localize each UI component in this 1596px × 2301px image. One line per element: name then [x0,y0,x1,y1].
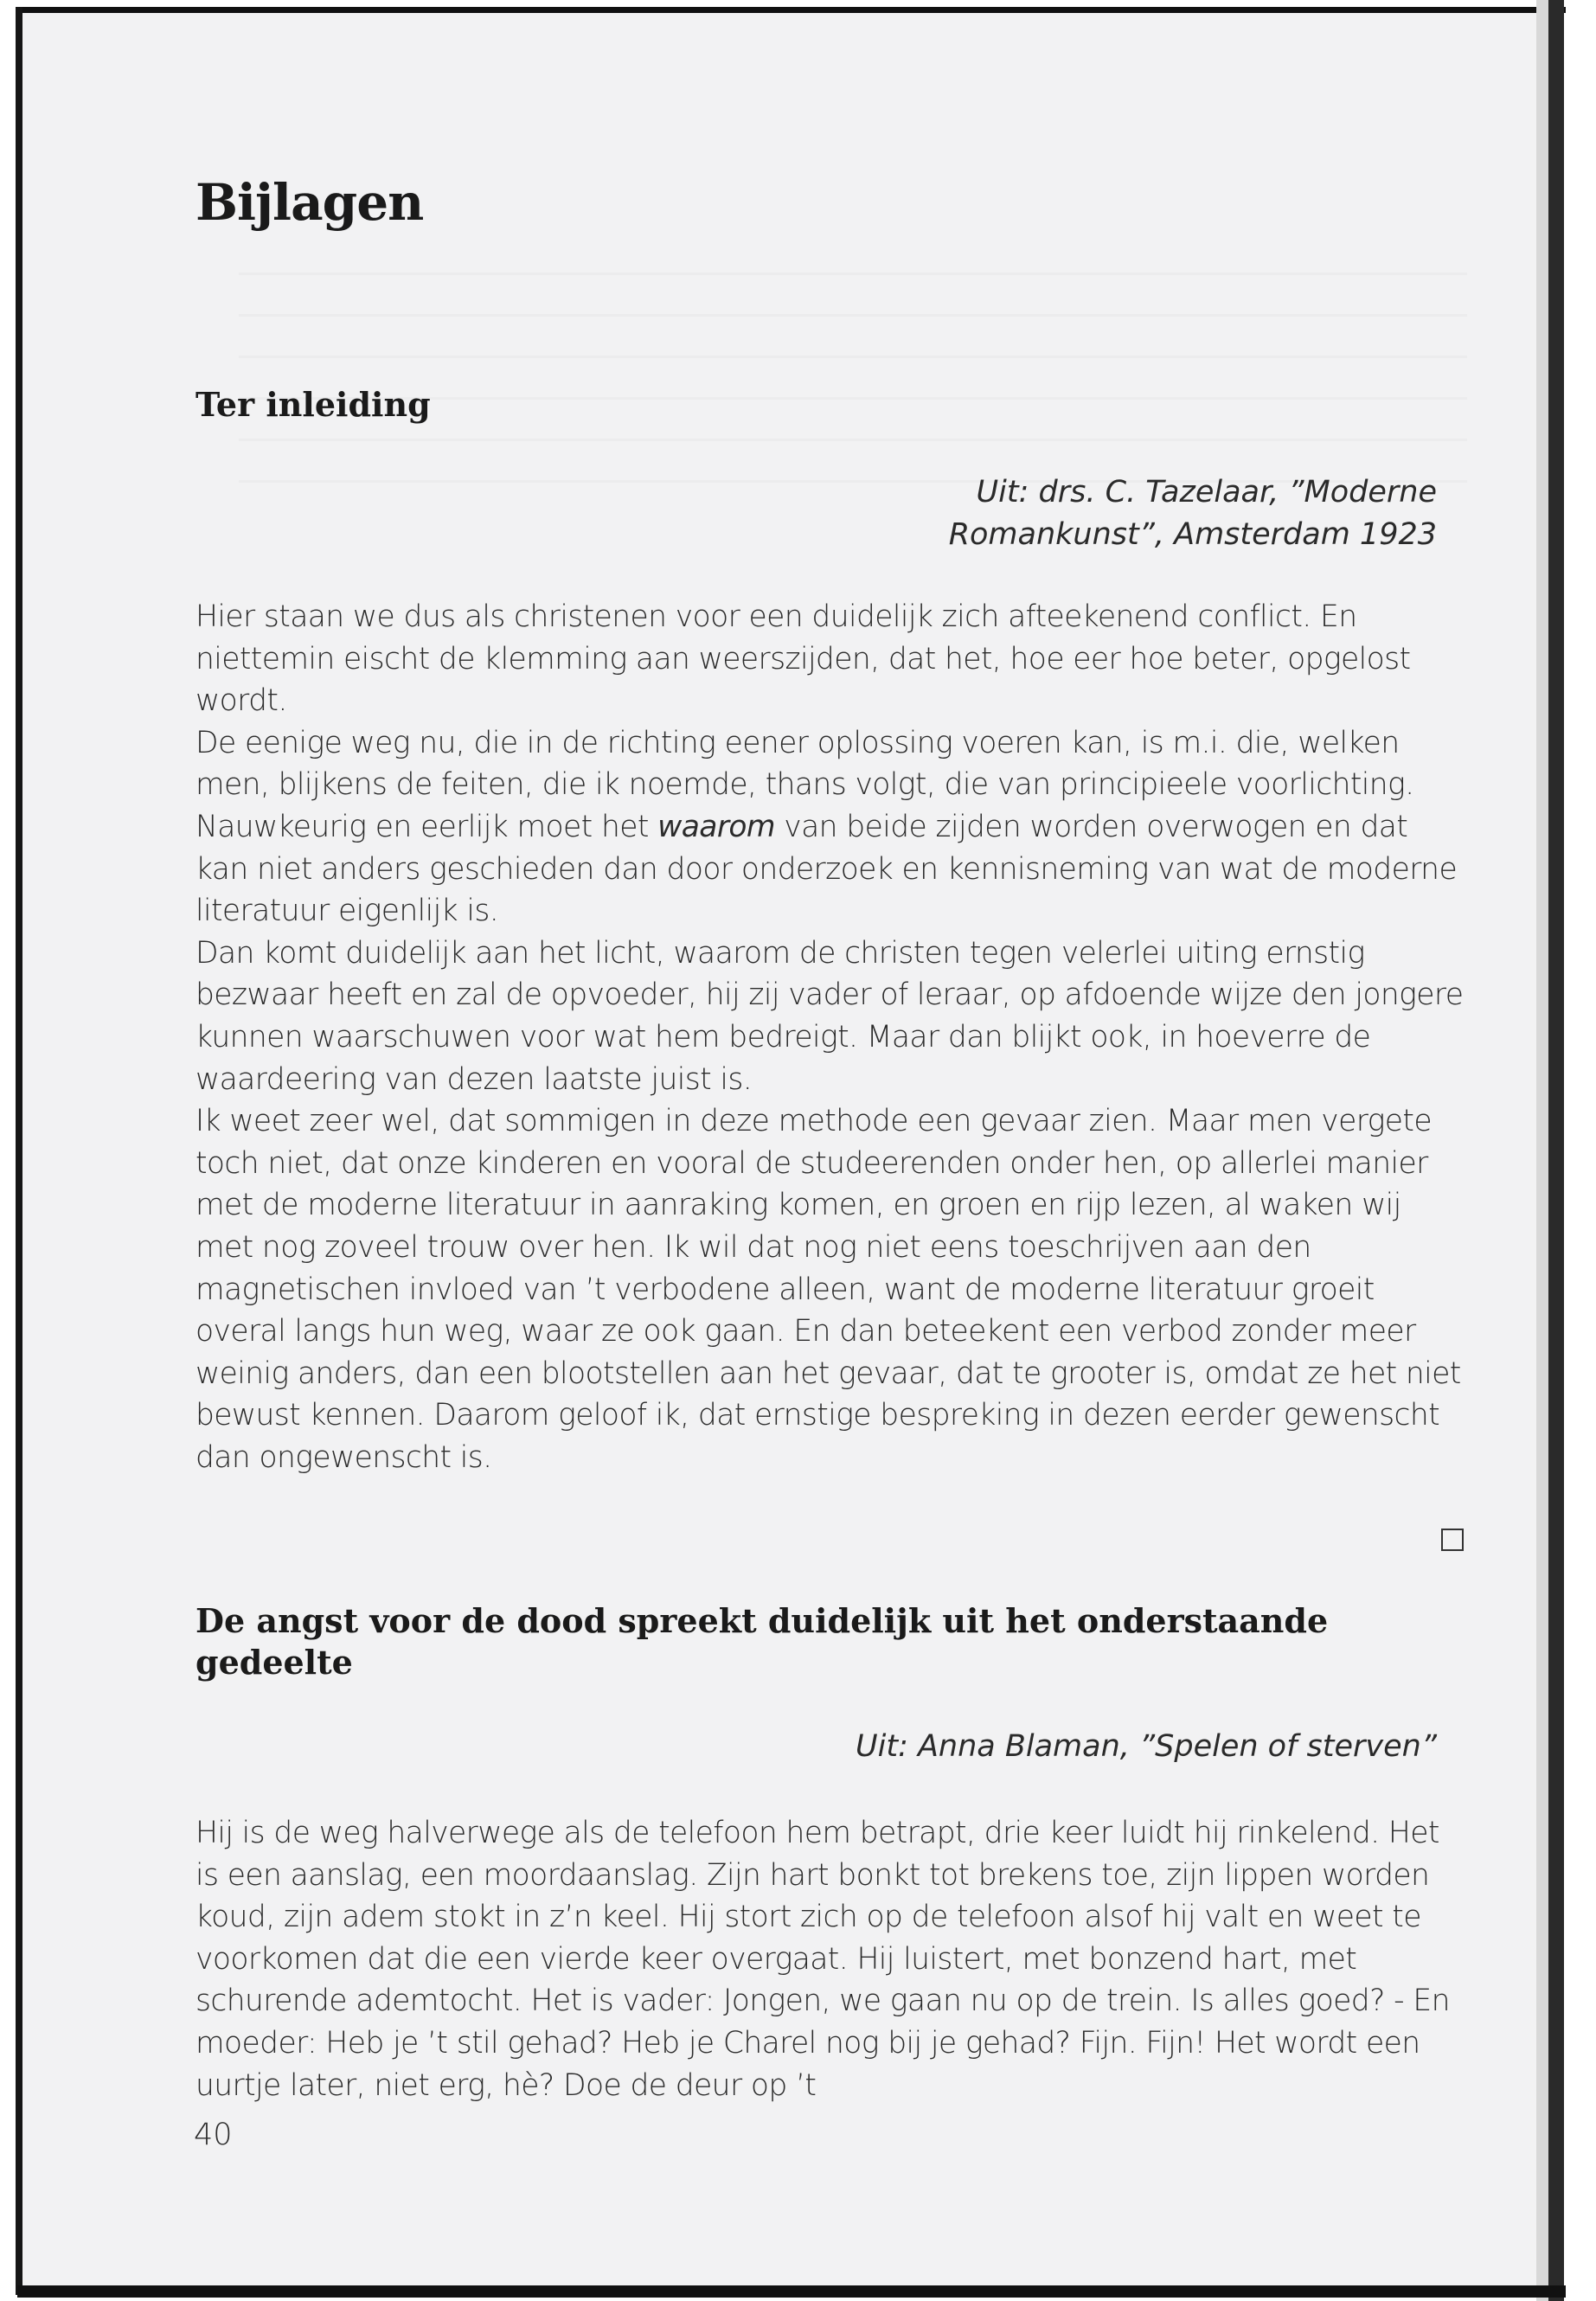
paragraph: Ik weet zeer wel, dat sommigen in deze methode een gevaar zien. Maar men vergete toch niet, dat onze kinderen en vooral de studeerenden onder hen, op allerlei manier met de moderne literatuur in aanraking komen, en groen en rijp lezen, al waken wij met nog zoveel trouw over hen. Ik wil dat nog niet eens toeschrijven aan den magnetischen invloed van ’t verbodene alleen, want de moderne literatuur groeit overal langs hun weg, waar ze ook gaan. En dan beteekent een verbod zonder meer weinig anders, dan een blootstellen aan het gevaar, dat te grooter is, omdat ze het niet bewust kennen. Daarom geloof ik, dat ernstige bespreking in dezen eerder gewenscht dan ongewenscht is. [195,1104,1461,1475]
paragraph-text: van beide zijden worden overwogen en dat kan niet anders geschieden dan door onderzoek en kennisneming van wat de moderne literatuur eigenlijk is. [195,809,1458,929]
source-citation-line: Romankunst”, Amsterdam 1923 [948,517,1437,552]
section-heading-fear-of-death: De angst voor de dood spreekt duidelijk uit het onderstaande gedeelte [195,1601,1329,1682]
paragraph: Hij is de weg halverwege als de telefoon hem betrapt, drie keer luidt hij rinkelend. Het is een aanslag, een moordaanslag. Zijn hart bonkt tot brekens toe, zijn lippen worden koud, zijn adem stokt in z’n keel. Hij stort zich op de telefoon alsof hij valt en weet te voorkomen dat die een vierde keer overgaat. Hij luistert, met bonzend hart, met schurende ademtocht. Het is vader: Jongen, we gaan nu op de trein. Is alles goed? - En moeder: Heb je ’t stil gehad? Heb je Charel nog bij je gehad? Fijn. Fijn! Het wordt een uurtje later, niet erg, hè? Doe de deur op ’t [195,1816,1450,2103]
introduction-text [195,596,1467,1478]
scan-border-right-inner [1536,0,1548,2301]
source-citation-line: Uit: drs. C. Tazelaar, ”Moderne [976,475,1437,510]
paragraph: Dan komt duidelijk aan het licht, waarom de christen tegen velerlei uiting ernstig bezwaar heeft en zal de opvoeder, hij zij vader of leraar, op afdoende wijze den jongere kunnen waarschuwen voor wat hem bedreigt. Maar dan blijkt ook, in hoeverre de waardeering van dezen laatste juist is. [195,935,1464,1097]
source-citation-tazelaar [658,471,1437,556]
paragraph: Hier staan we dus als christenen voor een duidelijk zich afteekenend conflict. En niettemin eischt de klemming aan weerszijden, dat het, hoe eer hoe beter, opgelost wordt. [195,599,1411,719]
book-page [22,13,1536,2285]
paragraph [195,806,1467,933]
page-number: 40 [194,2118,233,2152]
scan-border-bottom [17,2285,1566,2298]
excerpt-text [195,1812,1467,2106]
source-citation-blaman: Uit: Anna Blaman, ”Spelen of sterven” [856,1729,1437,1764]
paragraph: De eenige weg nu, die in de richting eener oplossing voeren kan, is m.i. die, welken men, blijkens de feiten, die ik noemde, thans volgt, die van principieele voorlichting. [195,725,1414,803]
italic-word: waarom [657,809,775,844]
paragraph-text: Nauwkeurig en eerlijk moet het [195,809,658,844]
hollow-square-icon [1441,1529,1464,1551]
page-title: Bijlagen [195,173,424,232]
scan-border-right [1548,0,1564,2301]
scan-border-left [16,7,22,2295]
section-heading-introduction: Ter inleiding [195,385,431,424]
scan-border-top [17,7,1566,13]
